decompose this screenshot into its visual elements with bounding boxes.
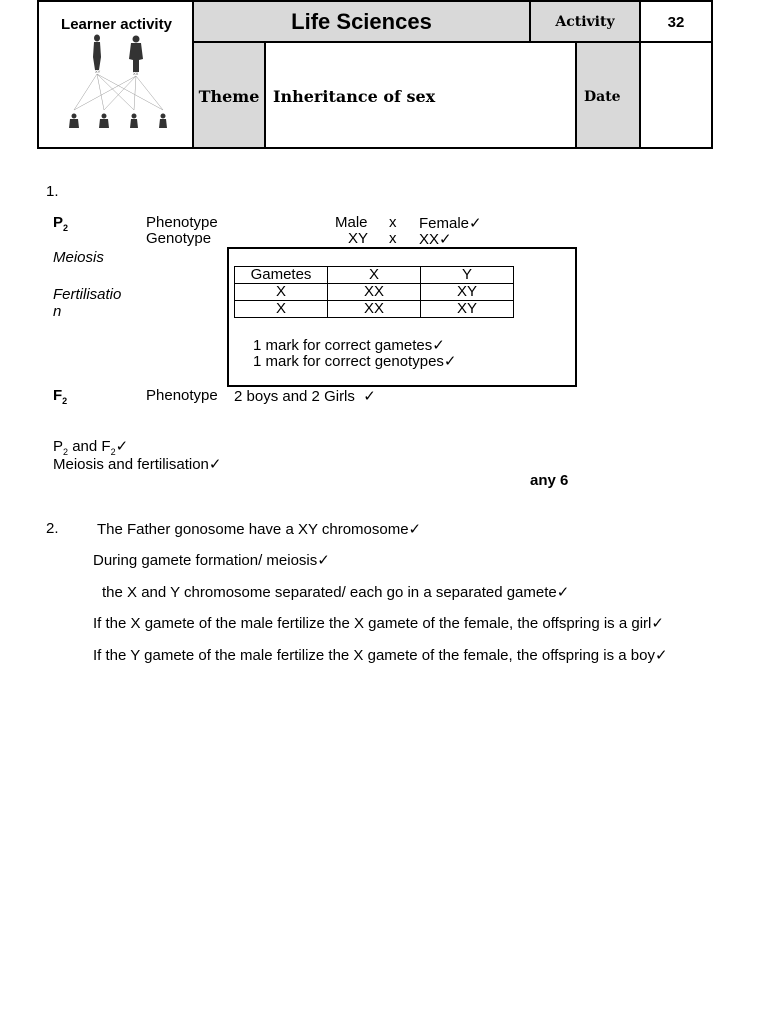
table-cell: X bbox=[235, 301, 328, 318]
f2-subscript: 2 bbox=[62, 396, 68, 406]
table-row bbox=[235, 301, 514, 318]
phenotype-label: Phenotype bbox=[146, 214, 218, 231]
f2-label bbox=[53, 387, 67, 404]
q2-line-5: If the Y gamete of the male fertilize the X gamete of the female, the offspring is a boy✓ bbox=[93, 647, 668, 664]
p2-label bbox=[53, 214, 68, 231]
f2-text: F bbox=[53, 387, 63, 404]
cross-symbol-phenotype: x bbox=[389, 214, 397, 231]
fertilisation-label-line2: n bbox=[53, 303, 62, 320]
table-cell: XX bbox=[328, 284, 421, 301]
activity-number-cell bbox=[639, 0, 713, 43]
p2f2-sub1: 2 bbox=[63, 447, 69, 457]
table-header-cell: X bbox=[328, 267, 421, 284]
male-phenotype: Male bbox=[335, 214, 368, 231]
activity-label-cell bbox=[529, 0, 641, 43]
theme-label-cell bbox=[192, 41, 266, 149]
question-2-number: 2. bbox=[46, 520, 59, 537]
q2-line-4: If the X gamete of the male fertilize the X gamete of the female, the offspring is a girl✓ bbox=[93, 615, 664, 632]
any-6-note: any 6 bbox=[530, 472, 569, 489]
date-value-cell bbox=[639, 41, 713, 149]
female-genotype: XX✓ bbox=[419, 231, 452, 248]
gametes-table bbox=[234, 266, 514, 318]
table-cell: XY bbox=[421, 301, 514, 318]
subject-title: Life Sciences bbox=[291, 9, 432, 34]
activity-number: 32 bbox=[667, 14, 685, 31]
theme-label: Theme bbox=[198, 87, 260, 106]
female-phenotype: Female✓ bbox=[419, 215, 482, 232]
table-header-cell: Y bbox=[421, 267, 514, 284]
question-1-number: 1. bbox=[46, 183, 59, 200]
learner-activity-label: Learner activity bbox=[61, 16, 172, 33]
meiosis-fertilisation-mark: Meiosis and fertilisation✓ bbox=[53, 456, 222, 473]
p2f2-p: P bbox=[53, 438, 64, 455]
table-header-cell: Gametes bbox=[235, 267, 328, 284]
learner-activity-cell bbox=[37, 0, 194, 149]
meiosis-label: Meiosis bbox=[53, 249, 104, 266]
table-header-row bbox=[235, 267, 514, 284]
table-cell: X bbox=[235, 284, 328, 301]
theme-value: Inheritance of sex bbox=[273, 87, 436, 106]
q2-line-1: The Father gonosome have a XY chromosome✓ bbox=[97, 521, 422, 538]
table-cell: XY bbox=[421, 284, 514, 301]
subject-cell bbox=[192, 0, 531, 43]
date-label: Date bbox=[584, 89, 621, 105]
p2f2-tick: ✓ bbox=[115, 438, 129, 455]
svg-text:XX: XX bbox=[133, 71, 139, 76]
p2-subscript: 2 bbox=[63, 223, 69, 233]
table-row bbox=[235, 284, 514, 301]
male-genotype: XY bbox=[348, 230, 369, 247]
q2-line-3: the X and Y chromosome separated/ each go in a separated gamete✓ bbox=[102, 584, 570, 601]
svg-text:XY: XY bbox=[95, 69, 101, 74]
fertilisation-label-line1: Fertilisatio bbox=[53, 286, 122, 303]
table-cell: XX bbox=[328, 301, 421, 318]
cross-symbol-genotype: x bbox=[389, 230, 397, 247]
p2-text: P bbox=[53, 214, 64, 231]
theme-value-cell bbox=[264, 41, 577, 149]
date-label-cell bbox=[575, 41, 641, 149]
p2-f2-mark bbox=[53, 437, 128, 455]
f2-phenotype-value: 2 boys and 2 Girls ✓ bbox=[234, 388, 376, 405]
q2-line-2: During gamete formation/ meiosis✓ bbox=[93, 552, 330, 569]
activity-label: Activity bbox=[555, 14, 615, 30]
inheritance-diagram-icon bbox=[59, 32, 174, 132]
mark-gametes-note: 1 mark for correct gametes✓ bbox=[253, 337, 445, 354]
f2-phenotype-label: Phenotype bbox=[146, 387, 218, 404]
genotype-label: Genotype bbox=[146, 230, 212, 247]
mark-genotypes-note: 1 mark for correct genotypes✓ bbox=[253, 353, 457, 370]
p2f2-sub2: 2 bbox=[110, 447, 116, 457]
p2f2-and-f: and F bbox=[68, 438, 111, 455]
